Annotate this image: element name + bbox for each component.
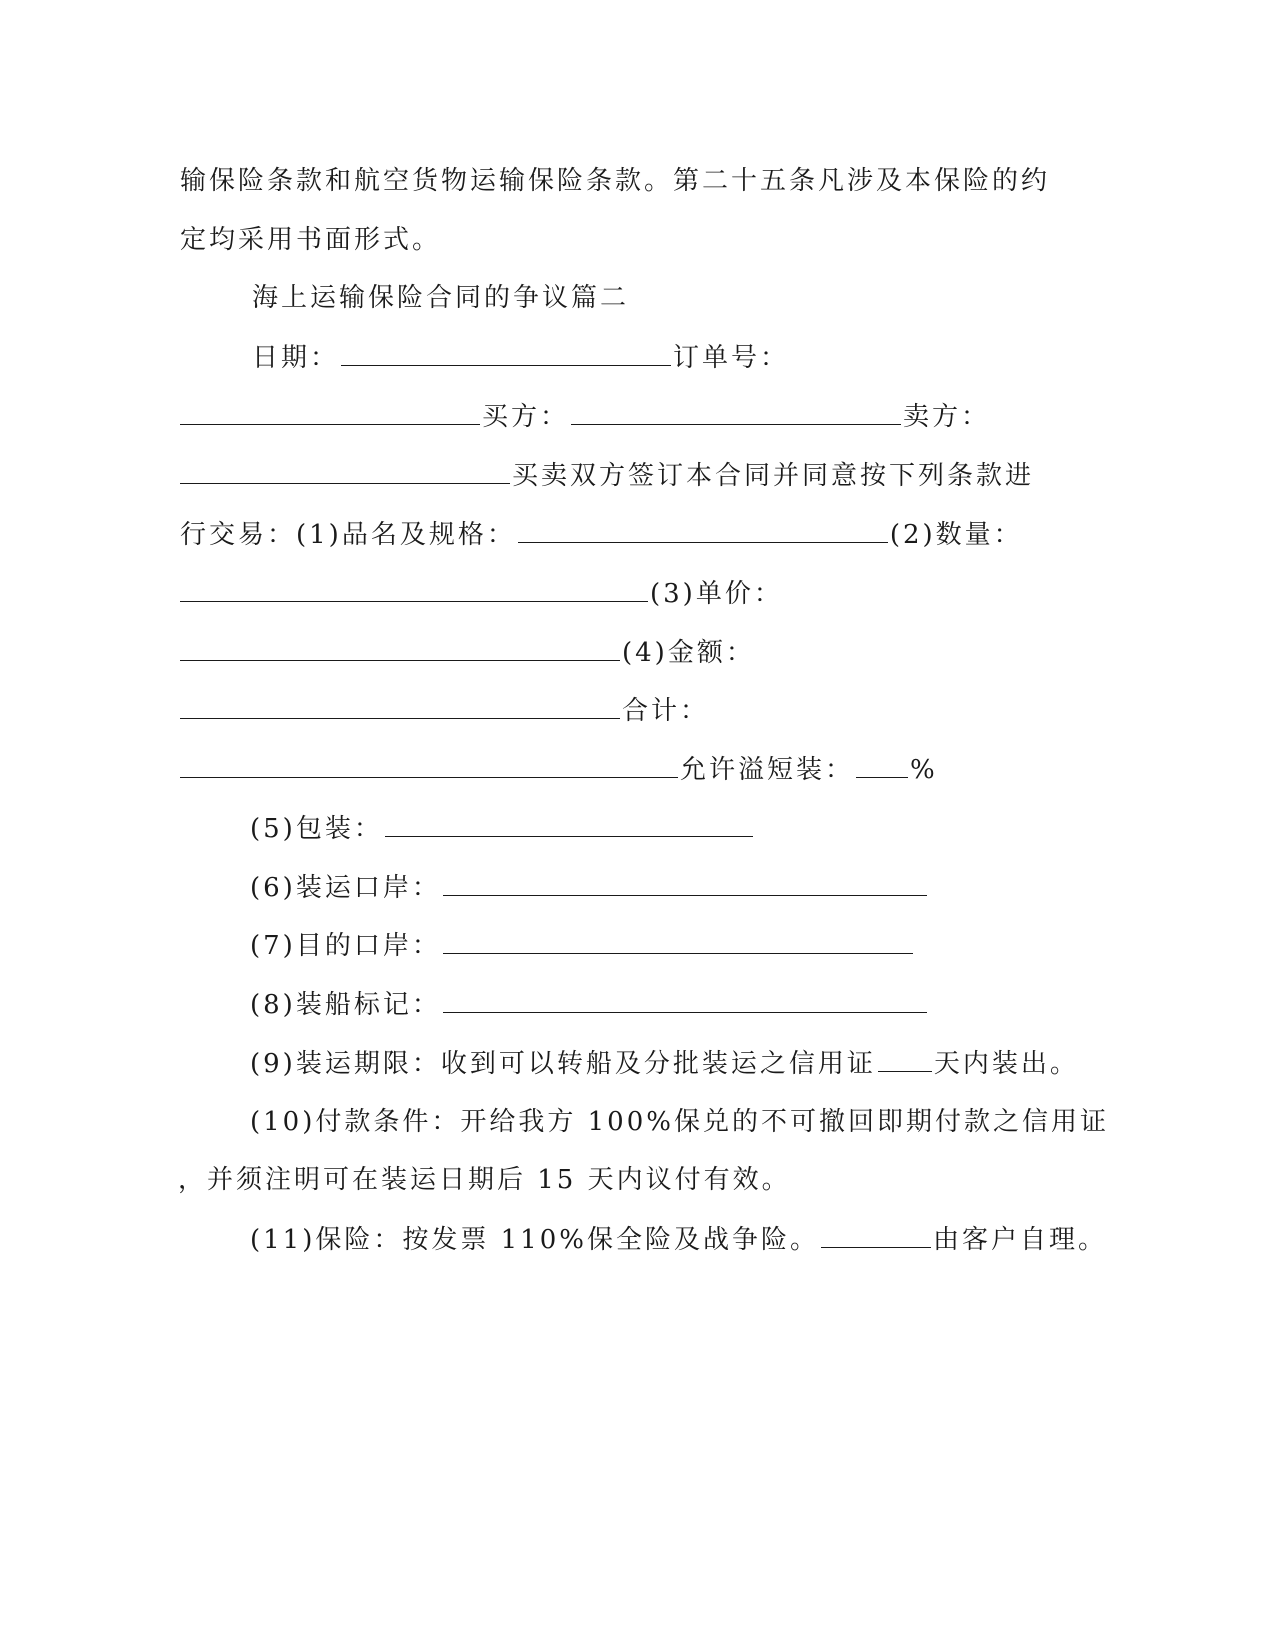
quantity-label: (2)数量： [889, 520, 1023, 550]
amount-blank [180, 690, 620, 719]
product-blank [518, 514, 888, 543]
paragraph-line [178, 1160, 791, 1200]
order-number-label: 订单号： [673, 343, 790, 373]
seller-label: 卖方： [903, 402, 991, 432]
date-blank [341, 337, 671, 366]
buyer-label: 买方： [482, 402, 570, 432]
paragraph-line [250, 1102, 1109, 1142]
paragraph-line [180, 220, 441, 260]
shipment-period-text: (9)装运期限：收到可以转船及分批装运之信用证 [250, 1049, 876, 1079]
text-segment: 买卖双方签订本合同并同意按下列条款进 [512, 461, 1035, 491]
insurance-end: 由客户自理。 [932, 1225, 1107, 1255]
tolerance-label: 允许溢短装： [680, 755, 855, 785]
section-heading [252, 278, 629, 318]
form-line [180, 573, 783, 613]
unit-price-label: (3)单价： [650, 579, 783, 609]
percent-sign: % [910, 755, 938, 785]
quantity-blank [180, 573, 648, 602]
total-blank [180, 749, 678, 778]
packing-blank [385, 808, 753, 837]
shipping-mark-label: (8)装船标记： [250, 990, 441, 1020]
seller-blank [180, 455, 510, 484]
form-line [180, 514, 1023, 554]
form-line [252, 337, 789, 377]
shipment-period-end: 天内装出。 [933, 1049, 1079, 1079]
shipment-days-blank [878, 1043, 932, 1072]
date-label: 日期： [252, 343, 340, 373]
product-label: 行交易：(1)品名及规格： [180, 520, 516, 550]
total-label: 合计： [622, 696, 710, 726]
form-line [180, 396, 990, 436]
form-line [250, 867, 929, 907]
loading-port-blank [443, 867, 927, 896]
tolerance-blank [856, 749, 908, 778]
text-segment: 定均采用书面形式。 [180, 225, 442, 255]
heading-text: 海上运输保险合同的争议篇二 [252, 283, 630, 313]
form-line [180, 690, 709, 730]
form-line [250, 925, 915, 965]
packing-label: (5)包装： [250, 814, 383, 844]
form-line [180, 749, 938, 789]
destination-port-blank [443, 925, 913, 954]
amount-label: (4)金额： [622, 638, 755, 668]
buyer-blank [571, 396, 901, 425]
destination-port-label: (7)目的口岸： [250, 931, 441, 961]
payment-terms-continued: ，并须注明可在装运日期后 15 天内议付有效。 [178, 1165, 791, 1195]
paragraph-line [180, 161, 1050, 201]
order-number-blank [180, 396, 480, 425]
loading-port-label: (6)装运口岸： [250, 873, 441, 903]
insurance-blank [821, 1219, 931, 1248]
form-line [180, 455, 1034, 495]
unit-price-blank [180, 632, 620, 661]
form-line [250, 984, 929, 1024]
insurance-text: (11)保险：按发票 110%保全险及战争险。 [250, 1225, 819, 1255]
text-segment: 输保险条款和航空货物运输保险条款。第二十五条凡涉及本保险的约 [180, 166, 1051, 196]
form-line [250, 808, 755, 848]
payment-terms-text: (10)付款条件：开给我方 100%保兑的不可撤回即期付款之信用证 [250, 1107, 1109, 1137]
shipping-mark-blank [443, 984, 927, 1013]
form-line [250, 1219, 1107, 1259]
form-line [180, 632, 755, 672]
form-line [250, 1043, 1079, 1083]
